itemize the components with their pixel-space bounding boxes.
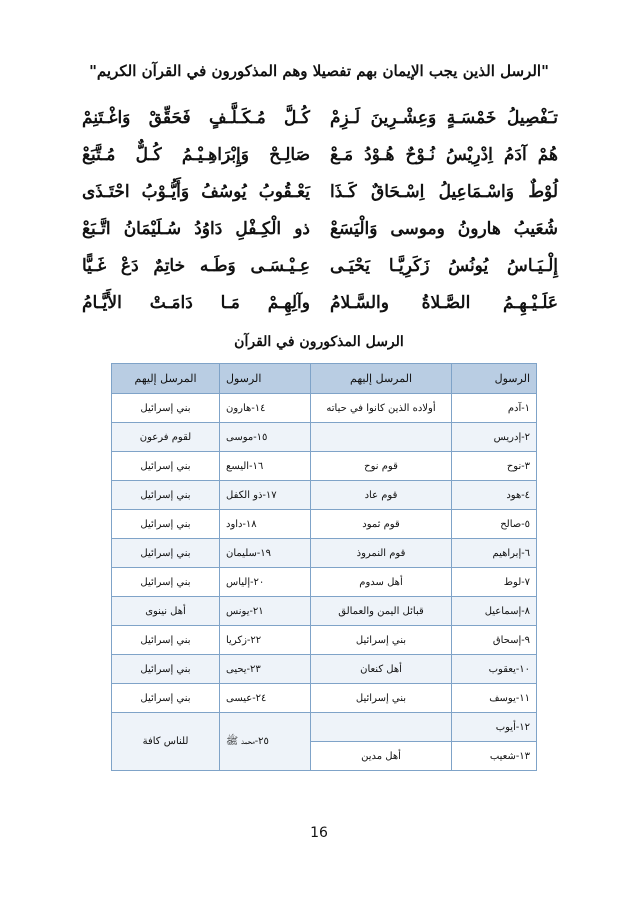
- cell-rasul: ٢٢-زكريا: [220, 626, 311, 655]
- cell-mursal-ilayhim: بني إسرائيل: [112, 481, 220, 510]
- cell-rasul: ١٢-أيوب: [452, 713, 537, 742]
- cell-rasul: ٩-إسحاق: [452, 626, 537, 655]
- cell-rasul: ٢٣-يحيى: [220, 655, 311, 684]
- cell-rasul: ١٨-داود: [220, 510, 311, 539]
- messengers-table: [111, 363, 537, 771]
- cell-rasul: ٨-إسماعيل: [452, 597, 537, 626]
- cell-mursal-ilayhim: بني إسرائيل: [112, 684, 220, 713]
- poem-verse: [82, 182, 558, 219]
- cell-mursal-ilayhim: أهل كنعان: [311, 655, 452, 684]
- cell-mursal-ilayhim: قوم النمروذ: [311, 539, 452, 568]
- poem-verse: [82, 256, 558, 293]
- cell-rasul: ١٧-ذو الكفل: [220, 481, 311, 510]
- cell-mursal-ilayhim: بني إسرائيل: [311, 626, 452, 655]
- verse-second-hemistich: كُـلَّ مُـكَـلَّـفٍ فَحَقِّقْ وَاغْـتَنِمْ: [82, 108, 310, 128]
- cell-rasul: ١٠-يعقوب: [452, 655, 537, 684]
- table-row: [112, 713, 537, 742]
- cell-mursal-ilayhim: [311, 423, 452, 452]
- table-header-row: [112, 364, 537, 394]
- verse-first-hemistich: شُعَيبُ هارونُ وموسى وَالْيَسَعْ: [330, 219, 558, 239]
- table-row: [112, 597, 537, 626]
- cell-mursal-ilayhim: بني إسرائيل: [112, 655, 220, 684]
- cell-rasul-muhammad: ٢٥-محمد ﷺ: [220, 713, 311, 771]
- cell-rasul: ١٣-شعيب: [452, 742, 537, 771]
- cell-rasul: ٢١-يونس: [220, 597, 311, 626]
- cell-mursal-ilayhim: [311, 713, 452, 742]
- poem-verse: [82, 145, 558, 182]
- cell-mursal-ilayhim: أهل سدوم: [311, 568, 452, 597]
- cell-mursal-ilayhim: قوم عاد: [311, 481, 452, 510]
- cell-rasul: ١١-يوسف: [452, 684, 537, 713]
- cell-mursal-ilayhim: أهل مدين: [311, 742, 452, 771]
- cell-mursal-ilayhim: بني إسرائيل: [112, 568, 220, 597]
- cell-rasul: ٤-هود: [452, 481, 537, 510]
- cell-mursal-ilayhim: بني إسرائيل: [112, 539, 220, 568]
- cell-rasul: ٧-لوط: [452, 568, 537, 597]
- header-mursal-ilayhim: المرسل إليهم: [311, 364, 452, 394]
- table-row: [112, 394, 537, 423]
- cell-mursal-ilayhim: أولاده الذين كانوا في حياته: [311, 394, 452, 423]
- table-row: [112, 626, 537, 655]
- verse-second-hemistich: صَالِـحْ وَإِبْرَاهِـيْـمُ كُـلٌّ مُـتَّبَعْ: [82, 145, 310, 165]
- cell-mursal-ilayhim: بني إسرائيل: [112, 510, 220, 539]
- verse-second-hemistich: ذو الْكِـفْلِ دَاوُدُ سُـلَيْمَانُ اتَّـبَعْ: [82, 219, 310, 239]
- cell-mursal-ilayhim: أهل نينوى: [112, 597, 220, 626]
- cell-mursal-ilayhim: قوم ثمود: [311, 510, 452, 539]
- table-row: [112, 452, 537, 481]
- verse-second-hemistich: يَعْـقُوبُ يُوسُفُ وَأَيُّـوْبُ احْتَـذَى: [82, 182, 310, 202]
- header-rasul: الرسول: [220, 364, 311, 394]
- table-title: الرسل المذكورون في القرآن: [234, 334, 404, 350]
- table-row: [112, 510, 537, 539]
- cell-rasul: ١-آدم: [452, 394, 537, 423]
- page-number: 16: [310, 825, 328, 841]
- cell-rasul: ١٩-سليمان: [220, 539, 311, 568]
- cell-rasul: ١٦-اليسع: [220, 452, 311, 481]
- cell-rasul: ٣-نوح: [452, 452, 537, 481]
- table-row: [112, 481, 537, 510]
- table-row: [112, 655, 537, 684]
- cell-rasul: ١٥-موسى: [220, 423, 311, 452]
- verse-first-hemistich: تـَفْصِيلُ خَمْسَـةٍ وَعِشْـرِينَ لَـزِمْ: [330, 108, 558, 128]
- poem-verse: [82, 293, 558, 330]
- verse-second-hemistich: وآلِهِـمْ مَـا دَامَـتْ الأَيَّـامُ: [82, 293, 310, 313]
- cell-mursal-ilayhim: قبائل اليمن والعمالق: [311, 597, 452, 626]
- header-mursal-ilayhim: المرسل إليهم: [112, 364, 220, 394]
- poem-verse: [82, 108, 558, 145]
- cell-rasul: ١٤-هارون: [220, 394, 311, 423]
- header-rasul: الرسول: [452, 364, 537, 394]
- verse-first-hemistich: إِلْـيَـاسُ يُونُسُ زَكَرِيَّـا يَحْيَـى: [330, 256, 558, 276]
- cell-mursal-ilayhim: بني إسرائيل: [112, 452, 220, 481]
- table-row: [112, 568, 537, 597]
- page-title: "الرسل الذين يجب الإيمان بهم تفصيلا وهم المذكورون في القرآن الكريم": [89, 62, 549, 80]
- cell-mursal-ilayhim: لقوم فرعون: [112, 423, 220, 452]
- cell-rasul: ٢٤-عيسى: [220, 684, 311, 713]
- cell-mursal-ilayhim: بني إسرائيل: [112, 626, 220, 655]
- cell-mursal-ilayhim: بني إسرائيل: [311, 684, 452, 713]
- cell-mursal-ilayhim: للناس كافة: [112, 713, 220, 771]
- verse-first-hemistich: هُمْ آدَمُ اِدْرِيْسُ نُـوْحٌ هُـوْدُ مَـعْ: [330, 145, 558, 165]
- verse-second-hemistich: عِـيْـسَـى وَطَـه خاتِمٌ دَعْ غَـيًّا: [82, 256, 310, 276]
- cell-rasul: ٦-إبراهيم: [452, 539, 537, 568]
- cell-rasul: ٢٠-إلياس: [220, 568, 311, 597]
- verse-first-hemistich: عَلَـيْـهِـمُ الصَّـلاةُ والسَّـلامُ: [330, 293, 558, 313]
- cell-rasul: ٢-إدريس: [452, 423, 537, 452]
- cell-rasul: ٥-صالح: [452, 510, 537, 539]
- table-row: [112, 684, 537, 713]
- poem-verse: [82, 219, 558, 256]
- verse-first-hemistich: لُوْطٌ وَاسْـمَاعِيلُ اِسْـحَاقٌ كَـذَا: [330, 182, 558, 202]
- cell-mursal-ilayhim: بني إسرائيل: [112, 394, 220, 423]
- poem: [82, 108, 558, 330]
- table-row: [112, 423, 537, 452]
- cell-mursal-ilayhim: قوم نوح: [311, 452, 452, 481]
- table-row: [112, 539, 537, 568]
